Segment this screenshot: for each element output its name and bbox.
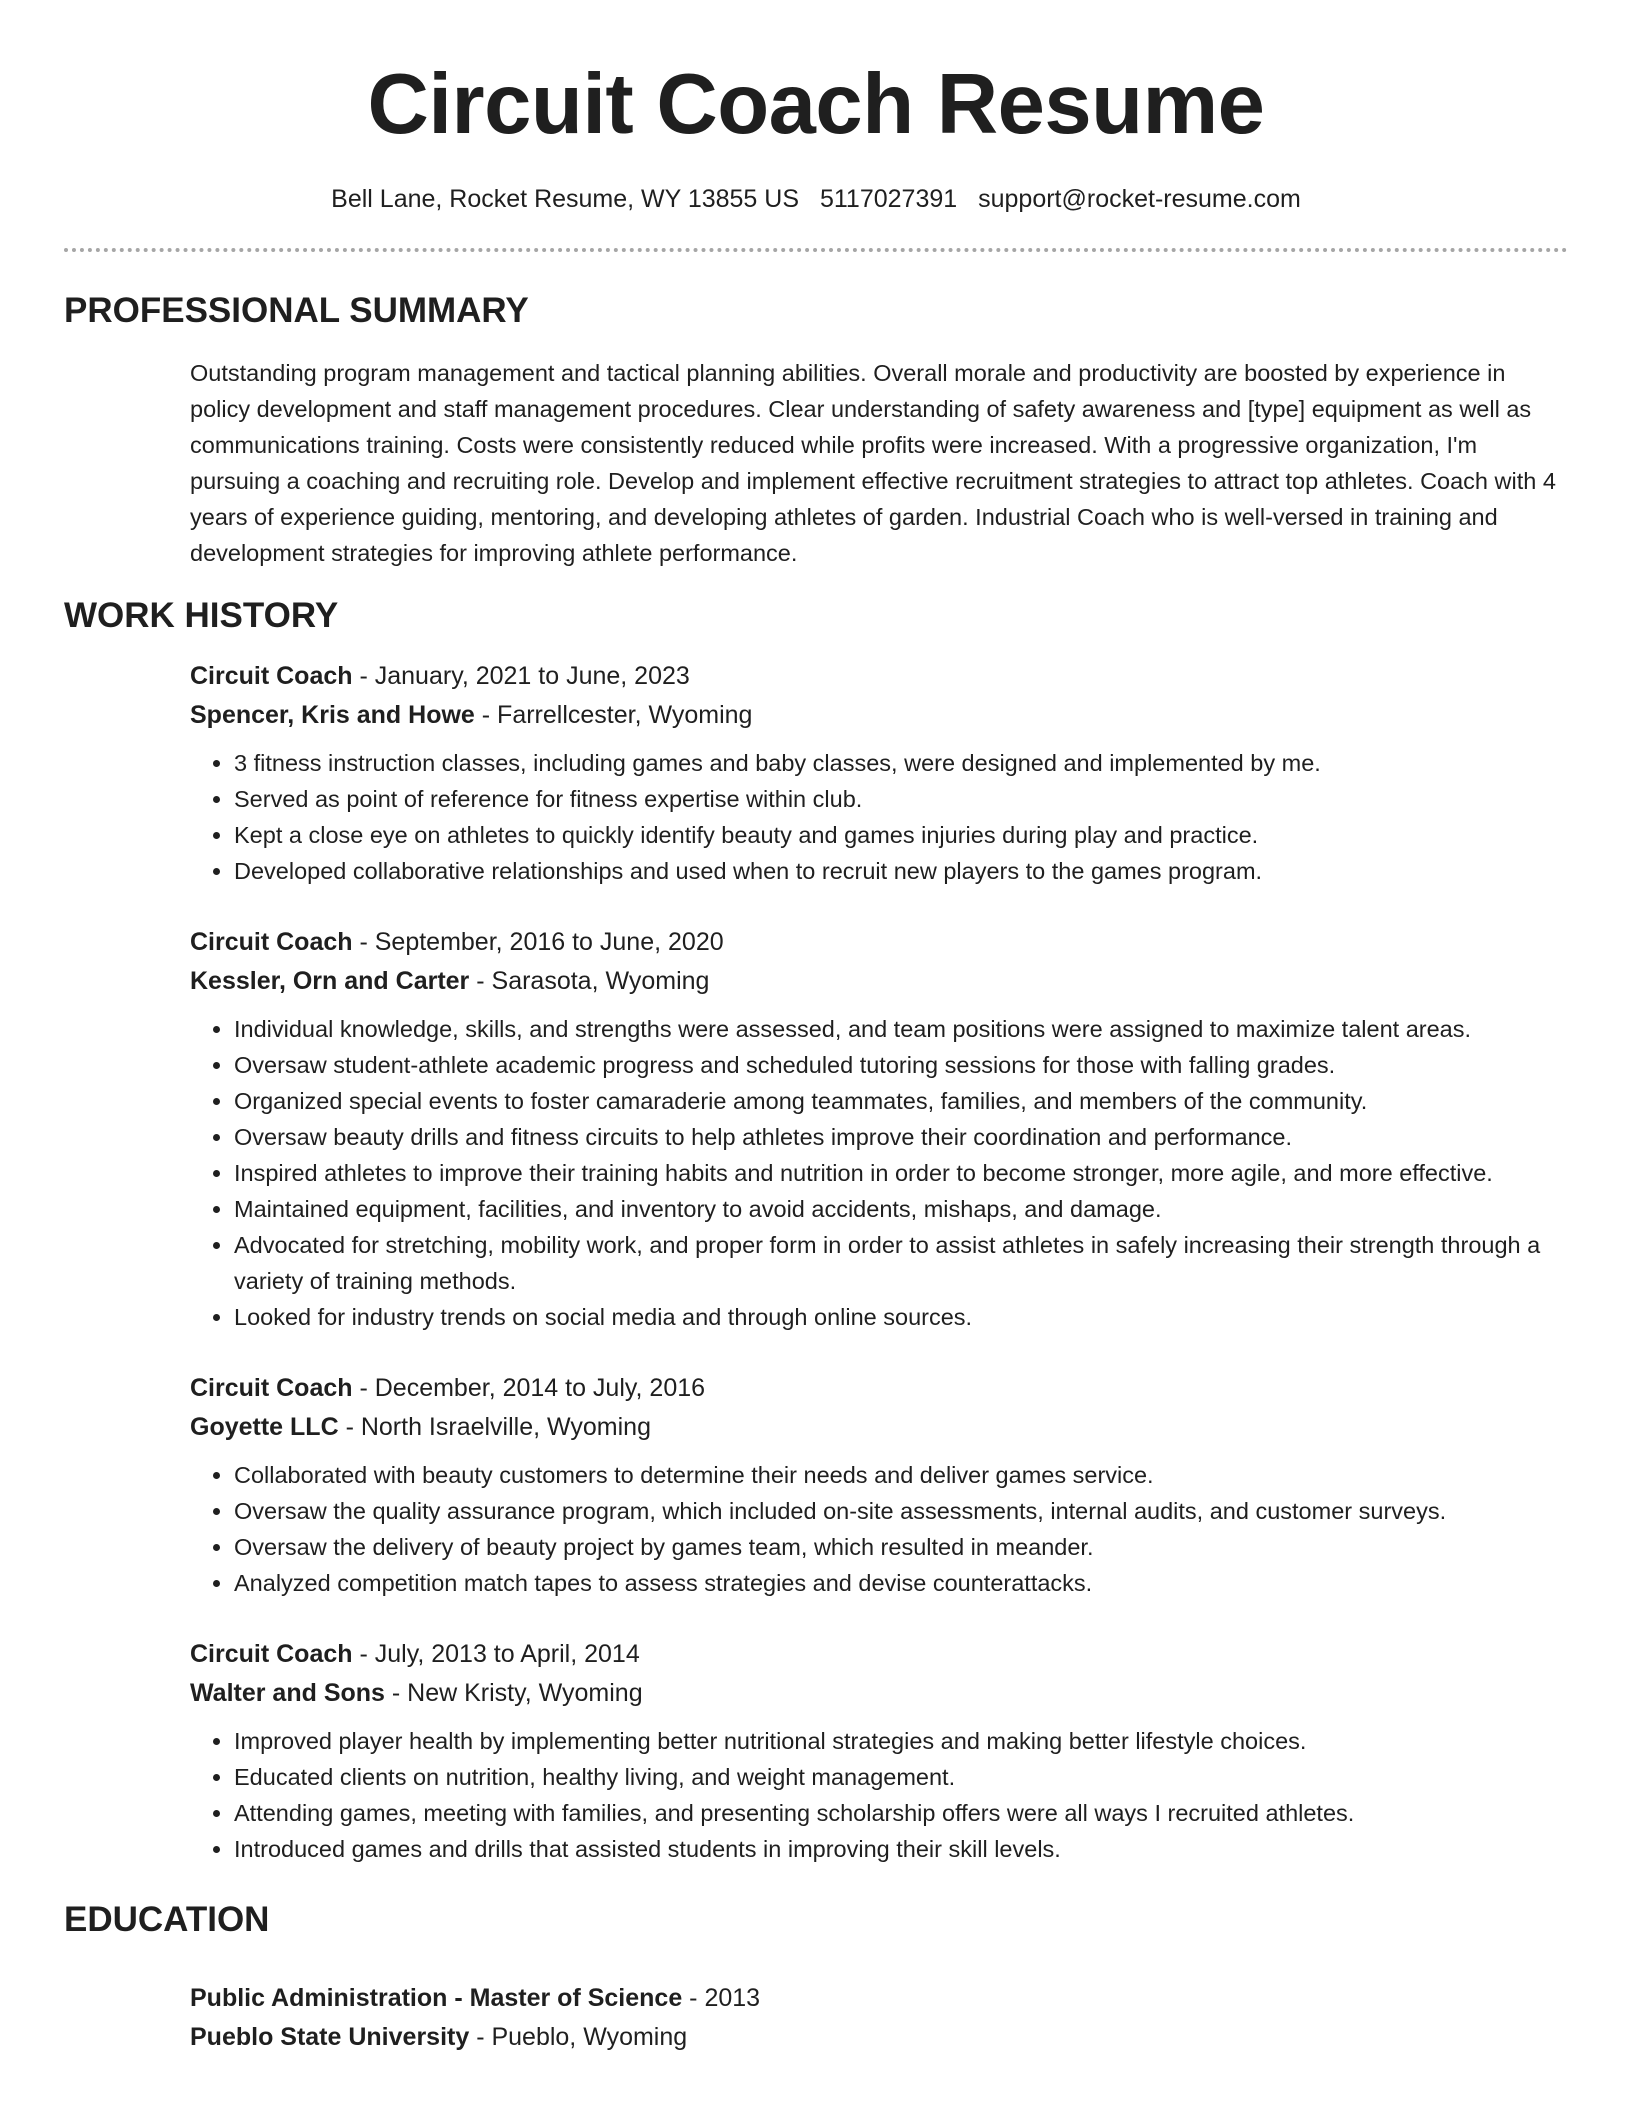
section-title-summary: PROFESSIONAL SUMMARY — [64, 291, 529, 330]
job-title-line — [190, 923, 1568, 962]
job-title-line — [190, 1369, 1568, 1408]
job-duty: • Looked for industry trends on social media and through online sources. — [234, 1299, 1568, 1335]
education-school-line — [190, 2018, 1568, 2057]
education-year: - 2013 — [682, 1984, 761, 2012]
contact-phone: 5117027391 — [819, 185, 958, 213]
contact-address: Bell Lane, Rocket Resume, WY 13855 US — [331, 185, 800, 213]
job-duty: • Improved player health by implementing better nutritional strategies and making better lifestyle choices. — [234, 1723, 1568, 1759]
job-dates: - July, 2013 to April, 2014 — [352, 1640, 640, 1668]
job-title: Circuit Coach — [190, 1640, 353, 1668]
job-company-line — [190, 962, 1568, 1001]
job-company: Kessler, Orn and Carter — [190, 967, 470, 995]
job-company-line — [190, 1674, 1568, 1713]
job-title: Circuit Coach — [190, 662, 353, 690]
job-duty: • Inspired athletes to improve their training habits and nutrition in order to become stronger, more agile, and more effective. — [234, 1155, 1568, 1191]
job-dates: - September, 2016 to June, 2020 — [352, 928, 724, 956]
job-duty: • Served as point of reference for fitness expertise within club. — [234, 781, 1568, 817]
job-company: Goyette LLC — [190, 1413, 339, 1441]
job-duties-list — [190, 1723, 1568, 1867]
job-location: - Farrellcester, Wyoming — [474, 701, 753, 729]
job-title: Circuit Coach — [190, 928, 353, 956]
job-duty: • Organized special events to foster camaraderie among teammates, families, and members of the community. — [234, 1083, 1568, 1119]
job-company: Spencer, Kris and Howe — [190, 701, 475, 729]
job-entry — [190, 657, 1568, 889]
job-duty: • Collaborated with beauty customers to determine their needs and deliver games service. — [234, 1457, 1568, 1493]
job-duty: • Oversaw the delivery of beauty project by games team, which resulted in meander. — [234, 1529, 1568, 1565]
job-dates: - January, 2021 to June, 2023 — [352, 662, 690, 690]
header-divider — [64, 248, 1568, 252]
contact-line — [64, 184, 1568, 214]
contact-email: support@rocket-resume.com — [978, 185, 1301, 213]
job-duty: • Maintained equipment, facilities, and inventory to avoid accidents, mishaps, and damage. — [234, 1191, 1568, 1227]
job-duty: • Educated clients on nutrition, healthy living, and weight management. — [234, 1759, 1568, 1795]
education-location: - Pueblo, Wyoming — [469, 2023, 688, 2051]
job-location: - Sarasota, Wyoming — [469, 967, 710, 995]
resume-title: Circuit Coach Resume — [367, 57, 1265, 152]
job-title-line — [190, 1635, 1568, 1674]
job-dates: - December, 2014 to July, 2016 — [352, 1374, 706, 1402]
job-location: - North Israelville, Wyoming — [338, 1413, 651, 1441]
job-duties-list — [190, 1457, 1568, 1601]
job-title: Circuit Coach — [190, 1374, 353, 1402]
job-duty: • Oversaw the quality assurance program, which included on-site assessments, internal audits, and customer surveys. — [234, 1493, 1568, 1529]
job-entry — [190, 923, 1568, 1335]
job-duties-list — [190, 745, 1568, 889]
job-duty: • 3 fitness instruction classes, including games and baby classes, were designed and implemented by me. — [234, 745, 1568, 781]
job-duty: • Kept a close eye on athletes to quickly identify beauty and games injuries during play and practice. — [234, 817, 1568, 853]
job-company-line — [190, 1408, 1568, 1447]
job-entry — [190, 1635, 1568, 1867]
job-duties-list — [190, 1011, 1568, 1335]
job-company-line — [190, 696, 1568, 735]
job-company: Walter and Sons — [190, 1679, 385, 1707]
section-title-education: EDUCATION — [64, 1900, 270, 1939]
job-duty: • Advocated for stretching, mobility work, and proper form in order to assist athletes in safely increasing their strength through a variety of training methods. — [234, 1227, 1568, 1299]
job-location: - New Kristy, Wyoming — [384, 1679, 643, 1707]
job-title-line — [190, 657, 1568, 696]
education-degree: Public Administration - Master of Science — [190, 1984, 683, 2012]
job-duty: • Analyzed competition match tapes to assess strategies and devise counterattacks. — [234, 1565, 1568, 1601]
education-school: Pueblo State University — [190, 2023, 470, 2051]
education-degree-line — [190, 1979, 1568, 2018]
job-duty: • Oversaw student-athlete academic progress and scheduled tutoring sessions for those with falling grades. — [234, 1047, 1568, 1083]
job-duty: • Attending games, meeting with families, and presenting scholarship offers were all ways I recruited athletes. — [234, 1795, 1568, 1831]
job-duty: • Oversaw beauty drills and fitness circuits to help athletes improve their coordination and performance. — [234, 1119, 1568, 1155]
resume-page — [64, 0, 1568, 2057]
job-duty: • Developed collaborative relationships and used when to recruit new players to the games program. — [234, 853, 1568, 889]
job-duty: • Introduced games and drills that assisted students in improving their skill levels. — [234, 1831, 1568, 1867]
summary-text: Outstanding program management and tactical planning abilities. Overall morale and productivity are boosted by experience in policy development and staff management procedures. Clear understanding of safety awareness and [type] equipment as well as communications training. Costs were consistently reduced while profits were increased. With a progressive organization, I'm pursuing a coaching and recruiting role. Develop and implement effective recruitment strategies to attract top athletes. Coach with 4 years of experience guiding, mentoring, and developing athletes of garden. Industrial Coach who is well-versed in training and development strategies for improving athlete performance. — [190, 360, 1556, 566]
job-entry — [190, 1369, 1568, 1601]
job-duty: • Individual knowledge, skills, and strengths were assessed, and team positions were assigned to maximize talent areas. — [234, 1011, 1568, 1047]
education-entry — [190, 1979, 1568, 2057]
section-title-work: WORK HISTORY — [64, 596, 339, 635]
